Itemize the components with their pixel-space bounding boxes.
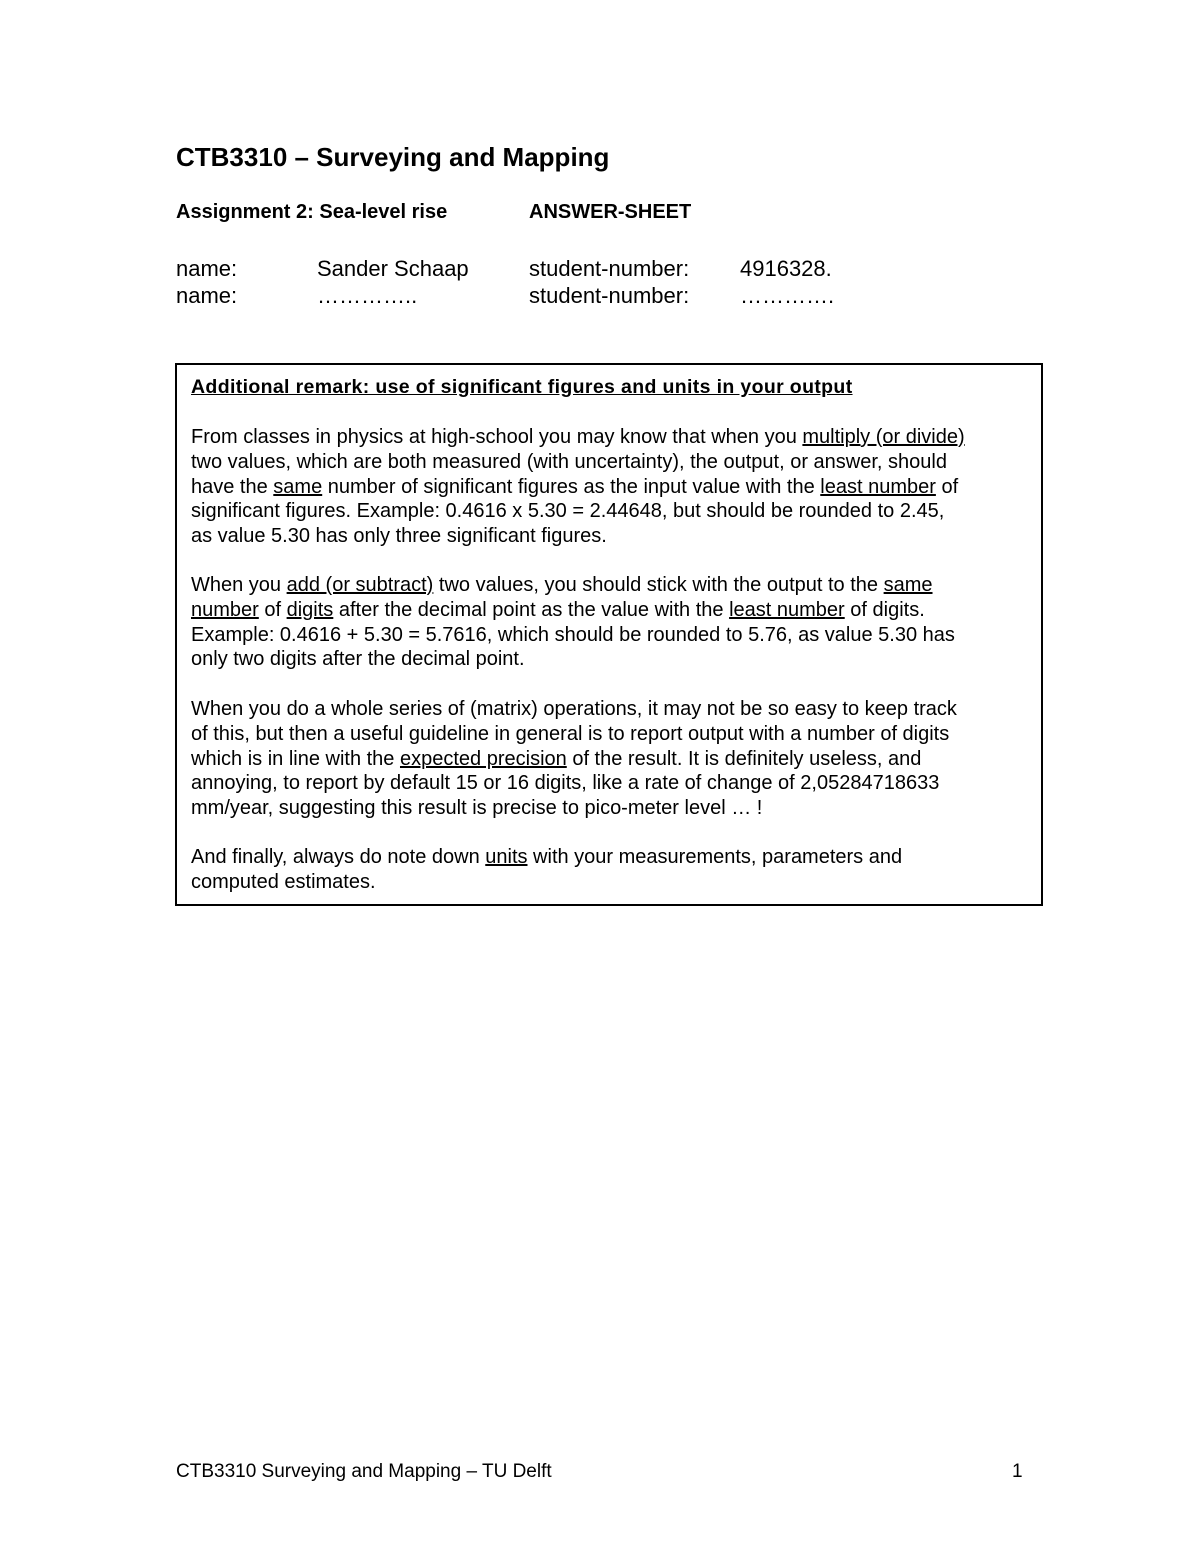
text-run: which is in line with the	[191, 747, 400, 770]
student-number-label-1: student-number:	[529, 256, 690, 281]
text-line: When you do a whole series of (matrix) operations, it may not be so easy to keep track	[191, 698, 957, 720]
text-run: And finally, always do note down	[191, 846, 486, 868]
remark-paragraph-units	[191, 845, 1031, 895]
document-title: CTB3310 – Surveying and Mapping	[176, 142, 610, 172]
text-line	[191, 425, 1031, 450]
underlined-term: digits	[286, 598, 334, 621]
text-line	[191, 573, 1031, 598]
text-line	[191, 598, 1031, 623]
text-run: with your measurements, parameters and	[527, 846, 903, 868]
text-run: When you	[191, 574, 287, 596]
text-line: annoying, to report by default 15 or 16 digits, like a rate of change of 2,05284718633	[191, 772, 940, 795]
name-value-2: …………..	[317, 283, 418, 308]
text-run: of digits.	[844, 598, 925, 621]
remark-paragraph-series	[191, 697, 1031, 821]
footer-page-number: 1	[1012, 1461, 1023, 1482]
underlined-term: units	[485, 846, 528, 868]
underlined-term: least number	[729, 598, 845, 621]
text-run: of	[935, 475, 959, 498]
underlined-term: add (or subtract)	[286, 574, 434, 596]
text-line	[191, 845, 1031, 870]
text-line	[191, 475, 1031, 500]
underlined-term: expected precision	[399, 747, 567, 770]
text-line: mm/year, suggesting this result is precise to pico-meter level … !	[191, 797, 763, 820]
text-line: two values, which are both measured (with uncertainty), the output, or answer, should	[191, 450, 947, 473]
underlined-term: least number	[820, 475, 936, 498]
remark-paragraph-add	[191, 573, 1031, 672]
remark-paragraph-multiply	[191, 425, 1031, 549]
assignment-title: Assignment 2: Sea-level rise	[176, 201, 448, 223]
text-run: From classes in physics at high-school you may know that when you	[191, 426, 803, 448]
text-line: only two digits after the decimal point.	[191, 648, 525, 671]
underlined-term: multiply (or divide)	[802, 426, 965, 448]
text-run: after the decimal point as the value with the	[333, 598, 730, 621]
name-label-1: name:	[176, 256, 238, 281]
sheet-type-label: ANSWER-SHEET	[529, 201, 692, 223]
text-run: have the	[191, 475, 274, 498]
remark-heading: Additional remark: use of significant figures and units in your output	[191, 376, 853, 398]
student-number-label-2: student-number:	[529, 283, 690, 308]
text-run: of	[258, 598, 287, 621]
student-number-value-2: ………….	[740, 283, 835, 308]
text-line: Example: 0.4616 + 5.30 = 5.7616, which should be rounded to 5.76, as value 5.30 has	[191, 623, 955, 646]
text-line: of this, but then a useful guideline in general is to report output with a number of digits	[191, 722, 950, 745]
name-label-2: name:	[176, 283, 238, 308]
name-value-1: Sander Schaap	[317, 256, 469, 281]
text-run: number of significant figures as the input value with the	[322, 475, 821, 498]
student-number-value-1: 4916328.	[740, 256, 832, 281]
text-line	[191, 747, 1031, 772]
text-line: as value 5.30 has only three significant figures.	[191, 525, 607, 548]
underlined-term: same	[273, 475, 323, 498]
text-run: two values, you should stick with the output to the	[433, 574, 884, 596]
underlined-term: same	[883, 574, 933, 596]
text-run: of the result. It is definitely useless, and	[566, 747, 922, 770]
underlined-term: number	[191, 598, 259, 621]
remark-box	[175, 363, 1043, 906]
footer-course-label: CTB3310 Surveying and Mapping – TU Delft	[176, 1461, 552, 1482]
text-line: significant figures. Example: 0.4616 x 5.30 = 2.44648, but should be rounded to 2.45,	[191, 500, 945, 523]
text-line: computed estimates.	[191, 870, 376, 893]
